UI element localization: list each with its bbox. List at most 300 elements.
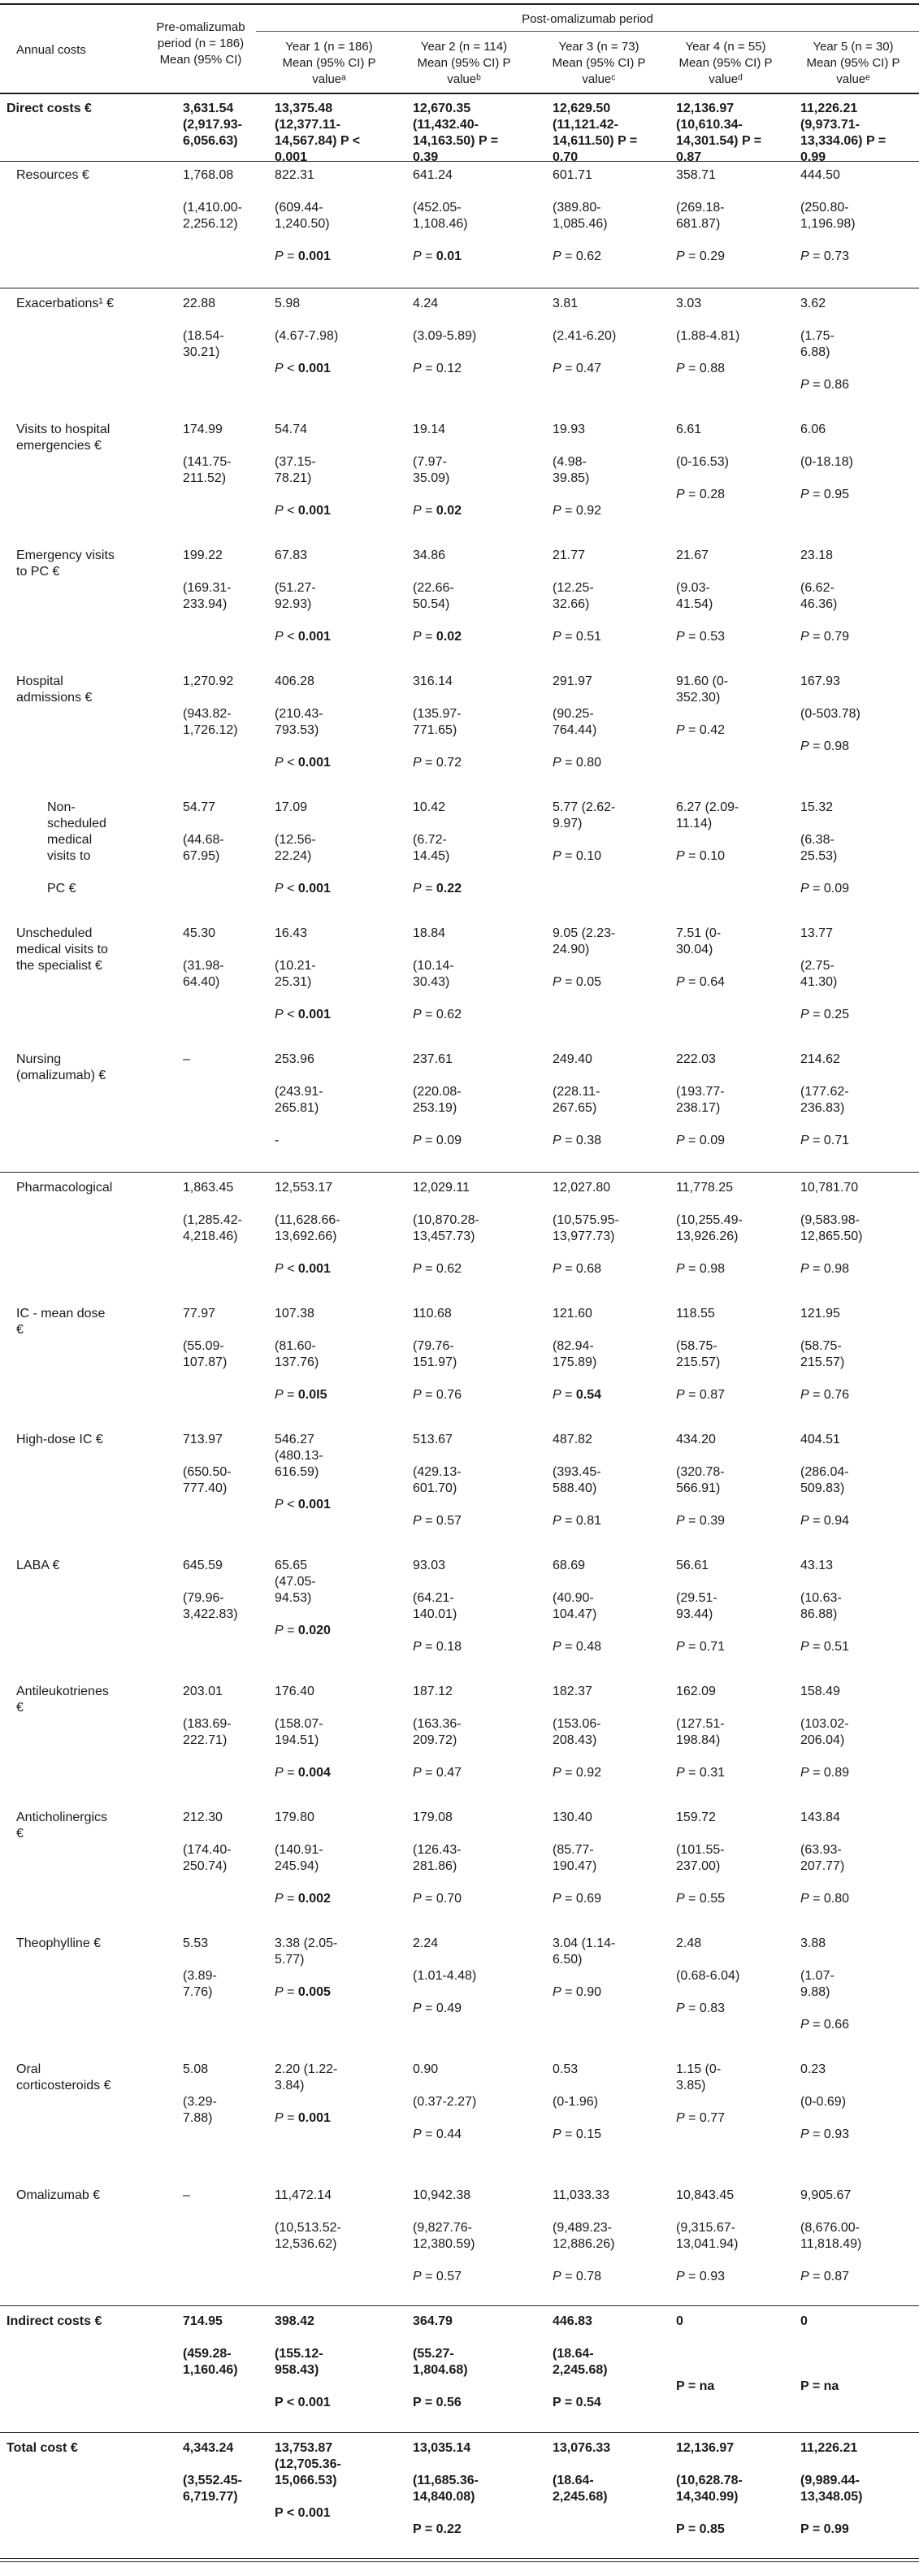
cell-line [800,1497,849,1513]
cell-line: (9,315.67- [676,2221,735,2235]
p-number: 0.92 [575,504,602,518]
cell-line: 233.94) [183,597,228,611]
cell-line: 13,076.33 [553,2441,611,2455]
p-number: 0.42 [699,723,726,737]
p-operator: = [808,739,824,753]
p-symbol: P [553,1388,561,1402]
cell-line: 398.42 [275,2314,314,2328]
cell-line: (3.09-5.89) [413,329,477,343]
cell-line: (269.18- [676,201,725,215]
p-number: 0.39 [699,1514,726,1528]
row-label [16,296,114,312]
p-symbol: P [275,1892,284,1906]
p-symbol: P [800,1388,809,1402]
p-operator: < [283,504,298,518]
p-number: 0.93 [699,2270,726,2283]
cell-line [183,1952,217,1968]
p-symbol: P [413,1514,422,1528]
cell-line: 2.20 (1.22- [275,2062,338,2076]
row-label-line: medical visits to [16,943,108,956]
cell-line: 4,218.46) [183,1229,238,1243]
p-value [676,1261,743,1277]
p-value: P = 0.56 [413,2396,462,2409]
cell-line: 444.50 [800,168,840,182]
cell-line [800,361,849,377]
cell-line: 2,256.12) [183,217,238,231]
cell-line [676,706,728,722]
cell-line [553,1068,601,1084]
p-operator: = [684,2001,700,2015]
cell-line: 5.98 [275,297,301,310]
cell-line: (79.76- [413,1339,454,1353]
cell-line [553,1749,601,1765]
p-operator: = [561,1892,576,1906]
p-value [676,1765,725,1781]
cell-line: (3,552.45- [183,2474,242,2487]
cell-line: (7.97- [413,455,447,469]
cell-line [800,991,849,1007]
cell-line [800,1826,849,1842]
p-operator: = [421,249,436,263]
cell-line [676,2362,714,2379]
cell-line: 1,804.68) [413,2363,468,2377]
cell-line [183,1448,232,1464]
cell-line [275,1749,331,1765]
p-symbol: P [275,249,284,263]
cell-line: (47.05- [275,1575,316,1589]
p-operator: = [808,1514,824,1528]
p-operator: < [283,882,298,896]
rule-before-total [0,2432,919,2433]
cell-line: 10,843.45 [676,2188,735,2202]
p-number: 0.55 [699,1892,726,1906]
p-number: 0.71 [699,1640,726,1654]
cell-line: 364.79 [413,2314,453,2328]
cell-line: 167.93 [800,674,840,688]
cell-line [413,1875,462,1891]
cell-line [413,1245,479,1261]
cell-line: 0.53 [553,2062,579,2076]
p-number: 0.94 [823,1514,850,1528]
p-value [553,503,601,519]
year-2-cell [413,2062,476,2143]
cell-line: (22.66- [413,581,454,595]
cell-line: 198.84) [676,1733,721,1747]
p-number: 0.29 [699,249,726,263]
p-operator: = [684,630,700,644]
cell-line [553,2110,601,2127]
cell-line [275,1826,331,1842]
p-number: 0.001 [297,2111,331,2125]
cell-line: (429.13- [413,1465,462,1479]
cell-line: 211.52) [183,471,227,485]
cell-line: 3.84) [275,2079,305,2092]
p-symbol: P [553,362,561,375]
year-2-cell [413,1306,462,1403]
cell-line: 11,226.21 [800,102,858,115]
row-label-line: corticosteroids € [16,2079,111,2092]
header-span-rule [256,31,919,32]
cell-line [553,2253,615,2269]
year-1-cell [275,1558,331,1639]
cell-line [275,438,331,454]
year-2-cell [413,800,462,897]
cell-line: (37.15- [275,455,316,469]
p-symbol: P [553,1262,561,1276]
year-3-cell [553,548,601,645]
year-3-cell [553,167,608,265]
cell-line: 212.30 [183,1811,223,1824]
p-operator: = [684,975,700,989]
p-value [413,249,468,265]
cell-line: 0.39 [413,150,439,164]
cell-line [676,2330,714,2346]
cell-line [413,1984,476,2001]
cell-line [413,739,462,755]
header-year5-l2: Mean (95% CI) P [806,56,900,70]
cell-line: (0-16.53) [676,455,729,469]
p-operator: = [421,1766,436,1780]
p-operator: = [561,1388,576,1402]
p-operator: = [561,1640,576,1654]
year-2-cell [413,296,476,377]
cell-line: (31.98- [183,959,224,973]
cell-line [676,471,729,487]
p-symbol: P [676,1262,685,1276]
cell-line: (103.02- [800,1717,849,1731]
p-number: 0.001 [297,882,331,896]
cell-line: 267.65) [553,1101,597,1115]
header-pre-line2: period (n = 186) [157,37,245,50]
cell-line: (135.97- [413,707,462,721]
cell-line: 140.01) [413,1607,457,1621]
p-symbol: P [275,1985,284,1999]
p-operator: = [808,488,824,501]
p-value [275,2110,337,2127]
p-operator: = [684,1892,700,1906]
header-year1 [268,39,390,88]
cell-line: (127.51- [676,1717,725,1731]
cell-line: (0-0.69) [800,2095,847,2109]
cell-line: (393.45- [553,1465,601,1479]
cell-line: (10,255.49- [676,1213,743,1227]
cell-line: (389.80- [553,201,601,215]
cell-line [275,1245,340,1261]
cell-line [275,1196,340,1212]
p-symbol: P [553,1766,561,1780]
p-number: 0.90 [575,1985,602,1999]
cell-line [413,1749,462,1765]
p-value [275,503,331,519]
cell-line [275,1322,327,1338]
cell-line: (0-1.96) [553,2095,599,2109]
p-symbol: P [676,249,685,263]
year-1-cell [275,1052,323,1149]
cell-line: 13,692.66) [275,1229,337,1243]
p-operator: = [684,488,700,501]
header-year5-l1: Year 5 (n = 30) [813,40,894,54]
p-number: 0.62 [436,1262,462,1276]
cell-line [413,1371,462,1387]
p-number: 0.47 [436,1766,462,1780]
p-operator: = [283,1624,298,1637]
p-value [676,1133,725,1149]
p-number: 0.001 [297,1498,331,1511]
p-symbol: P [800,2127,809,2141]
p-number: 0.001 [297,249,331,263]
cell-line: (11,121.42- [553,118,618,132]
cell-line [275,942,331,958]
cell-line [553,1117,601,1133]
p-number: 0.44 [436,2127,462,2141]
year-3-cell [553,674,601,771]
p-value [676,2001,739,2017]
p-value [413,1007,462,1023]
cell-line [676,564,725,580]
p-number: 0.51 [575,630,602,644]
p-operator: = [808,249,824,263]
p-operator: = [684,362,700,375]
p-operator: < [283,362,298,375]
p-number: 0.66 [823,2018,850,2032]
cell-line: (6.72- [413,833,447,847]
cell-line [676,1984,739,2001]
cell-line: 13,035.14 [413,2441,471,2455]
year-4-cell [676,1306,725,1403]
year-1-cell [275,1810,331,1907]
cell-line: 86.88) [800,1607,838,1621]
cell-line: (250.80- [800,201,849,215]
cell-line: 3.03 [676,297,702,310]
year-3-cell [553,1052,601,1149]
cell-line [413,690,462,706]
cell-line: 509.83) [800,1481,845,1495]
p-number: 0.47 [575,362,602,375]
p-symbol: P [800,1262,809,1276]
p-number: 0.62 [575,249,602,263]
p-symbol: P [275,1498,284,1511]
cell-line [553,832,615,848]
year-5-cell [800,1558,849,1655]
cell-line: (0-503.78) [800,707,860,721]
cell-line [553,2204,615,2220]
row-label [16,1306,105,1338]
cell-line [676,1371,725,1387]
cell-line [275,1117,323,1133]
p-symbol: P [553,1514,561,1528]
year-2-cell [413,1432,462,1529]
p-operator: = [808,1262,824,1276]
year-1-cell [275,926,331,1023]
row-label-line: PC € [47,882,76,896]
cell-line: 6.06 [800,423,826,436]
p-operator: = [684,1766,700,1780]
header-annual-costs: Annual costs [16,43,86,57]
cell-line [676,345,739,361]
cell-line: (2.41-6.20) [553,329,617,343]
row-label-line: Omalizumab € [16,2188,101,2202]
pre-period-cell [183,2062,217,2127]
cell-line: (193.77- [676,1085,725,1099]
p-operator: = [421,1640,436,1654]
cell-line: 22.24) [275,849,312,863]
cell-line: 67.83 [275,549,308,562]
cell-line: 214.62 [800,1052,840,1066]
p-operator: = [283,1892,298,1906]
cell-line [413,1574,462,1590]
row-label [16,674,92,706]
p-number: 0.89 [823,1766,850,1780]
cell-line: 179.08 [413,1811,453,1824]
row-label-line: Pharmacological [16,1181,113,1195]
year-1-cell [275,1684,331,1781]
year-4-cell [676,674,728,739]
cell-line: (90.25- [553,707,594,721]
cell-line: 121.95 [800,1307,840,1321]
year-5-cell [800,1052,849,1149]
cell-line [275,2204,341,2220]
table-bottom-rule-2 [0,2561,919,2562]
year-5-cell [800,422,853,503]
p-value [413,1133,462,1149]
cell-line [413,1700,462,1716]
year-2-cell [413,1052,462,1149]
cell-line [275,184,331,200]
row-label-line: IC - mean dose [16,1307,106,1321]
cell-line: 151.97) [413,1355,457,1369]
p-operator: = [421,504,436,518]
p-symbol: P [413,1388,422,1402]
cell-line: 30.04) [676,943,713,956]
year-3-cell [553,101,637,166]
year-2-cell [413,548,462,645]
cell-line [553,1371,601,1387]
p-number: 0.78 [575,2270,602,2283]
p-operator: = [808,2127,824,2141]
cell-line: (58.75- [800,1339,842,1353]
p-operator: = [561,849,576,863]
cell-line: 77.97 [183,1307,216,1321]
cell-line: 12,027.80 [553,1181,611,1195]
year-4-cell [676,1810,725,1907]
cell-line [183,816,224,832]
p-value [800,1639,849,1655]
cell-line: (320.78- [676,1465,725,1479]
p-symbol: P [800,630,809,644]
cell-line: 404.51 [800,1433,840,1446]
p-number: 0.31 [699,1766,726,1780]
year-3-cell [553,1180,619,1277]
header-year4-l3: valueᵈ [709,72,743,86]
year-3-cell [553,2440,610,2505]
cell-line [676,1448,725,1464]
pre-period-cell [183,1180,242,1245]
cell-line: 291.97 [553,674,592,688]
header-year2-l3: valueᵇ [447,72,481,86]
year-5-cell [800,800,849,897]
p-value [800,739,860,755]
pre-period-cell [183,1684,232,1749]
row-label [16,1810,107,1842]
cell-line [553,1196,619,1212]
cell-line [413,613,462,629]
p-symbol: P [800,1008,809,1021]
p-operator: = [684,2270,700,2283]
header-year4-l1: Year 4 (n = 55) [685,40,766,54]
p-value [676,848,739,865]
p-value [800,249,856,265]
p-number: 0.93 [823,2127,850,2141]
pre-period-cell [183,1432,232,1497]
cell-line [800,2078,849,2094]
p-operator: = [808,378,824,392]
row-label-line: Hospital [16,674,63,688]
p-value [275,1623,331,1639]
p-value [275,1261,340,1277]
cell-line: 4,343.24 [183,2441,234,2455]
row-label-line: Anticholinergics [16,1811,108,1824]
p-operator: = [421,2127,436,2141]
cell-line: 352.30) [676,691,721,705]
p-symbol: P [676,1134,685,1147]
p-symbol: P [676,2270,685,2283]
pre-period-cell [183,674,238,739]
cell-line [275,1068,323,1084]
cell-line: (480.13- [275,1449,323,1463]
cell-line [183,1700,232,1716]
p-number: 0.48 [575,1640,602,1654]
p-operator: = [421,362,436,375]
row-label-line: admissions € [16,691,93,705]
cell-line: 182.37 [553,1685,592,1698]
cell-line [413,816,462,832]
cell-line: 9.97) [553,817,583,830]
p-operator: = [684,2111,700,2125]
p-value [413,755,462,771]
cell-line: (10,628.78- [676,2474,743,2487]
p-symbol: P [676,488,685,501]
row-label-line: LABA € [16,1559,60,1572]
row-label-line: High-dose IC € [16,1433,103,1446]
p-symbol: P [553,1640,561,1654]
p-value: P < 0.001 [275,2506,331,2520]
cell-line [275,1700,331,1716]
p-symbol: P [800,2018,809,2032]
year-1-cell [275,2188,341,2253]
p-value [676,974,725,991]
p-operator: = [808,1008,824,1021]
p-symbol: P [553,756,561,770]
p-number: 0.001 [297,1008,331,1021]
year-1-cell [275,800,331,897]
p-number: 0.38 [575,1134,602,1147]
cell-line [275,865,331,881]
cell-line: 6,056.63) [183,134,238,148]
p-operator: = [684,1514,700,1528]
year-1-cell [275,548,331,645]
cell-line: (10,610.34- [676,118,743,132]
pre-period-cell [183,167,242,232]
year-4-cell [676,1936,739,2017]
cell-line: 6.50) [553,1953,583,1967]
cell-line: 208.43) [553,1733,597,1747]
row-label-line: emergencies € [16,439,102,453]
cell-line [676,958,725,974]
p-symbol: P [413,1134,422,1147]
cell-line: 12,380.59) [413,2237,475,2251]
row-label-line: Nursing [16,1052,62,1066]
row-label-line: Unscheduled [16,926,93,940]
